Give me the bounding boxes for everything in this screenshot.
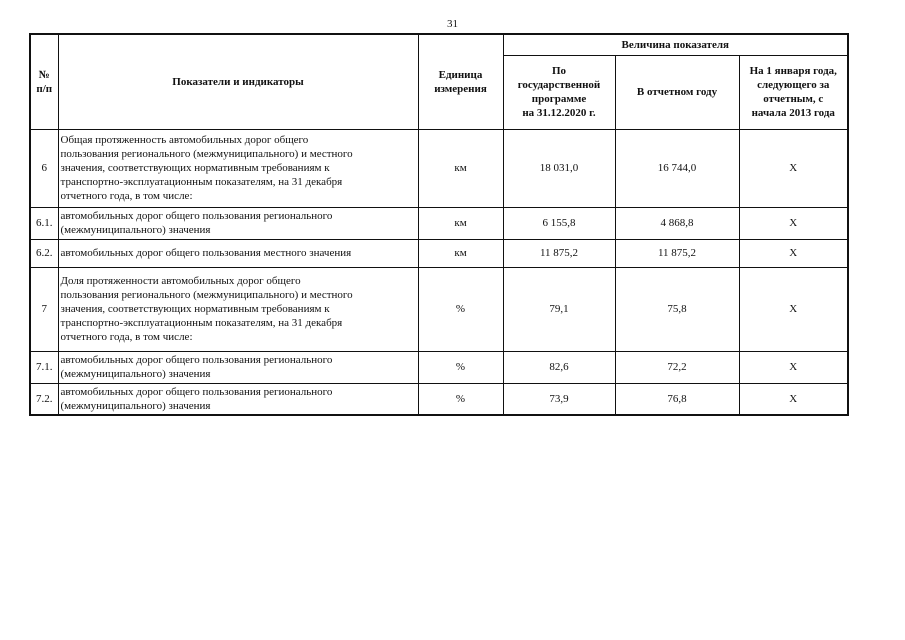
row-actual-value: 11 875,2: [615, 239, 739, 267]
table-row: [30, 129, 848, 207]
row-actual-value: 16 744,0: [615, 129, 739, 207]
row-unit: %: [418, 383, 503, 415]
row-next-year-value: X: [739, 129, 848, 207]
table-row: [30, 207, 848, 239]
row-description: автомобильных дорог общего пользования регионального (межмуниципального) значения: [58, 383, 418, 415]
row-number: 6: [30, 129, 58, 207]
row-unit: км: [418, 207, 503, 239]
header-plan: По государственной программе на 31.12.2020 г.: [503, 55, 615, 129]
row-unit: км: [418, 129, 503, 207]
row-actual-value: 72,2: [615, 351, 739, 383]
row-actual-value: 4 868,8: [615, 207, 739, 239]
row-next-year-value: X: [739, 267, 848, 351]
header-indicators: Показатели и индикаторы: [58, 34, 418, 129]
row-plan-value: 11 875,2: [503, 239, 615, 267]
row-unit: км: [418, 239, 503, 267]
row-description: Общая протяженность автомобильных дорог общего пользования регионального (межмуниципального) и местного значения, соответствующих нормативным требованиям к транспортно-эксплуатационным показателям, на 31 декабря отчетного года, в том числе:: [58, 129, 418, 207]
row-description: автомобильных дорог общего пользования местного значения: [58, 239, 418, 267]
page-number: 31: [447, 18, 458, 30]
row-unit: %: [418, 351, 503, 383]
row-plan-value: 82,6: [503, 351, 615, 383]
row-next-year-value: X: [739, 351, 848, 383]
row-plan-value: 73,9: [503, 383, 615, 415]
row-plan-value: 18 031,0: [503, 129, 615, 207]
row-number: 6.1.: [30, 207, 58, 239]
table-body: [30, 129, 848, 415]
header-actual: В отчетном году: [615, 55, 739, 129]
table-row: [30, 239, 848, 267]
row-number: 7.2.: [30, 383, 58, 415]
header-unit: Единица измерения: [418, 34, 503, 129]
row-next-year-value: X: [739, 239, 848, 267]
row-unit: %: [418, 267, 503, 351]
table-row: [30, 267, 848, 351]
row-next-year-value: X: [739, 207, 848, 239]
row-actual-value: 76,8: [615, 383, 739, 415]
row-number: 7: [30, 267, 58, 351]
row-plan-value: 6 155,8: [503, 207, 615, 239]
indicators-table: [29, 33, 849, 416]
header-next-year: На 1 января года, следующего за отчетным, с начала 2013 года: [739, 55, 848, 129]
table-row: [30, 383, 848, 415]
header-num: № п/п: [30, 34, 58, 129]
row-next-year-value: X: [739, 383, 848, 415]
table-row: [30, 351, 848, 383]
row-description: автомобильных дорог общего пользования регионального (межмуниципального) значения: [58, 207, 418, 239]
row-number: 7.1.: [30, 351, 58, 383]
row-number: 6.2.: [30, 239, 58, 267]
row-description: Доля протяженности автомобильных дорог общего пользования регионального (межмуниципального) и местного значения, соответствующих нормативным требованиям к транспортно-эксплуатационным показателям, на 31 декабря отчетного года, в том числе:: [58, 267, 418, 351]
table-header: [30, 34, 848, 129]
row-plan-value: 79,1: [503, 267, 615, 351]
row-description: автомобильных дорог общего пользования регионального (межмуниципального) значения: [58, 351, 418, 383]
row-actual-value: 75,8: [615, 267, 739, 351]
header-value-group: Величина показателя: [503, 34, 848, 55]
